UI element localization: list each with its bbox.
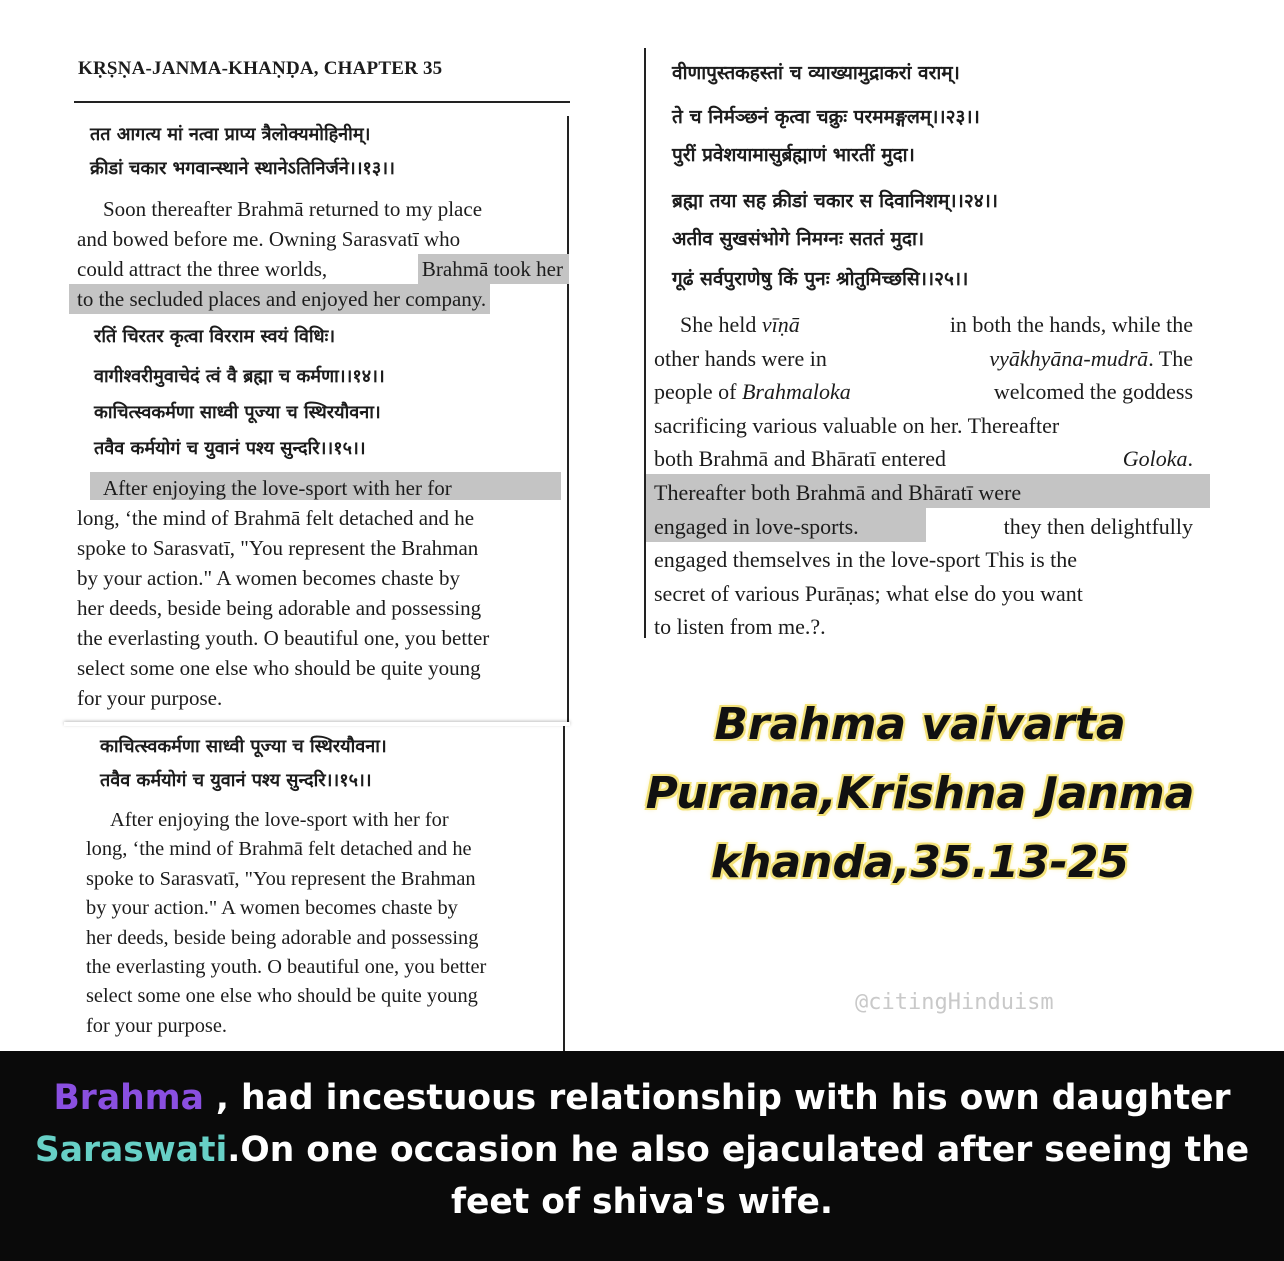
- text-line: spoke to Sarasvatī, "You represent the Brahman: [86, 867, 476, 890]
- chapter-header: KṚṢṆA-JANMA-KHAṆḌA, CHAPTER 35: [78, 58, 443, 79]
- caption-line: feet of shiva's wife.: [450, 1182, 834, 1222]
- text-line: engaged in love-sports. they then delightfully: [654, 510, 1193, 544]
- title-line: Brahma vaivarta: [714, 699, 1126, 750]
- verse-line: रतिं चिरतर कृत्वा विरराम स्वयं विधिः।: [94, 326, 336, 347]
- panel-edge: [64, 722, 570, 726]
- text-line: long, ‘the mind of Brahmā felt detached and he: [86, 838, 472, 861]
- header-rule: [74, 101, 570, 103]
- translation-paragraph: [77, 194, 563, 314]
- text-line: by your action." A women becomes chaste by: [77, 566, 460, 590]
- highlighted-text: to the secluded places and enjoyed her company.: [69, 284, 490, 314]
- verse-line: काचित्स्वकर्मणा साध्वी पूज्या च स्थिरयौवना।: [94, 402, 381, 423]
- text-line: spoke to Sarasvatī, "You represent the Brahman: [77, 536, 479, 560]
- translation-paragraph: [77, 473, 559, 713]
- right-panel-border: [644, 48, 646, 638]
- text-line: select some one else who should be quite young: [77, 656, 481, 680]
- text-line: Soon thereafter Brahmā returned to my place: [103, 197, 483, 221]
- text-line: could attract the three worlds, Brahmā took her: [77, 254, 559, 284]
- text-line: to listen from me.?.: [654, 614, 826, 640]
- text-line: other hands were in vyākhyāna-mudrā. The: [654, 345, 1193, 371]
- verse-line: पुरीं प्रवेशयामासुर्ब्रह्माणं भारतीं मुदा।: [672, 144, 915, 166]
- name-brahma: Brahma: [53, 1078, 204, 1118]
- verse-line: तत आगत्य मां नत्वा प्राप्य त्रैलोक्यमोहिनीम्।: [90, 124, 371, 145]
- verse-line: ते च निर्मञ्छनं कृत्वा चक्रुः परममङ्गलम्।।२३।।: [672, 106, 980, 128]
- title-line: khanda,35.13-25: [710, 837, 1130, 888]
- text-line: people of Brahmaloka welcomed the goddess: [654, 379, 1193, 405]
- name-saraswati: Saraswati: [34, 1130, 228, 1170]
- text-line: [77, 284, 559, 314]
- text-line: her deeds, beside being adorable and possessing: [77, 596, 482, 620]
- caption-line: Brahma , had incestuous relationship with his own daughter: [53, 1078, 1231, 1118]
- translation-paragraph: [86, 806, 554, 1041]
- text-line: long, ‘the mind of Brahmā felt detached and he: [77, 506, 475, 530]
- verse-line: ब्रह्मा तया सह क्रीडां चकार स दिवानिशम्।।२४।।: [672, 190, 998, 212]
- watermark: @citingHinduism: [855, 990, 1054, 1015]
- highlighted-text: Brahmā took her: [418, 254, 569, 284]
- verse-line: तवैव कर्मयोगं च युवानं पश्य सुन्दरि।।१५।।: [100, 770, 372, 791]
- text-line: and bowed before me. Owning Sarasvatī who: [77, 227, 461, 251]
- text-line: After enjoying the love-sport with her for: [110, 809, 449, 831]
- text-line: by your action." A women becomes chaste by: [86, 897, 458, 920]
- text-line: She held vīṇā in both the hands, while the: [680, 312, 1193, 337]
- left-panel-2-border: [563, 726, 565, 1051]
- text-line: secret of various Purāṇas; what else do you want: [654, 580, 1083, 606]
- verse-line: तवैव कर्मयोगं च युवानं पश्य सुन्दरि।।१५।।: [94, 438, 366, 459]
- verse-line: वागीश्वरीमुवाचेदं त्वं वै ब्रह्मा च कर्मणा।।१४।।: [94, 366, 385, 387]
- text-line: the everlasting youth. O beautiful one, you better: [86, 955, 487, 978]
- translation-paragraph: [654, 308, 1193, 644]
- verse-line: वीणापुस्तकहस्तां च व्याख्यामुद्राकरां वराम्।: [672, 62, 960, 84]
- left-panel-border: [567, 116, 569, 724]
- text-line: the everlasting youth. O beautiful one, you better: [77, 626, 490, 650]
- caption-text: [20, 1072, 1264, 1228]
- verse-line: गूढं सर्वपुराणेषु किं पुनः श्रोतुमिच्छसि।।२५।।: [672, 268, 969, 290]
- text-line: her deeds, beside being adorable and possessing: [86, 926, 479, 949]
- highlighted-text: engaged in love-sports.: [654, 513, 859, 539]
- text-line: select some one else who should be quite young: [86, 985, 478, 1008]
- text-line: for your purpose.: [77, 686, 223, 710]
- text-line: sacrificing various valuable on her. Thereafter: [654, 412, 1060, 438]
- text-line: engaged themselves in the love-sport This is the: [654, 547, 1078, 573]
- source-title: [600, 690, 1240, 897]
- title-line: Purana,Krishna Janma: [645, 768, 1195, 819]
- text-line: After enjoying the love-sport with her for: [103, 476, 452, 500]
- text-line: for your purpose.: [86, 1014, 228, 1037]
- highlighted-text: Thereafter both Brahmā and Bhāratī were: [654, 479, 1022, 505]
- caption-line: Saraswati.On one occasion he also ejaculated after seeing the: [34, 1130, 1250, 1170]
- verse-line: अतीव सुखसंभोगे निमग्नः सततं मुदा।: [672, 228, 925, 250]
- text-line: both Brahmā and Bhāratī entered Goloka.: [654, 446, 1193, 472]
- verse-line: क्रीडां चकार भगवान्स्थाने स्थानेऽतिनिर्जने।।१३।।: [90, 158, 395, 179]
- verse-line: काचित्स्वकर्मणा साध्वी पूज्या च स्थिरयौवना।: [100, 736, 387, 757]
